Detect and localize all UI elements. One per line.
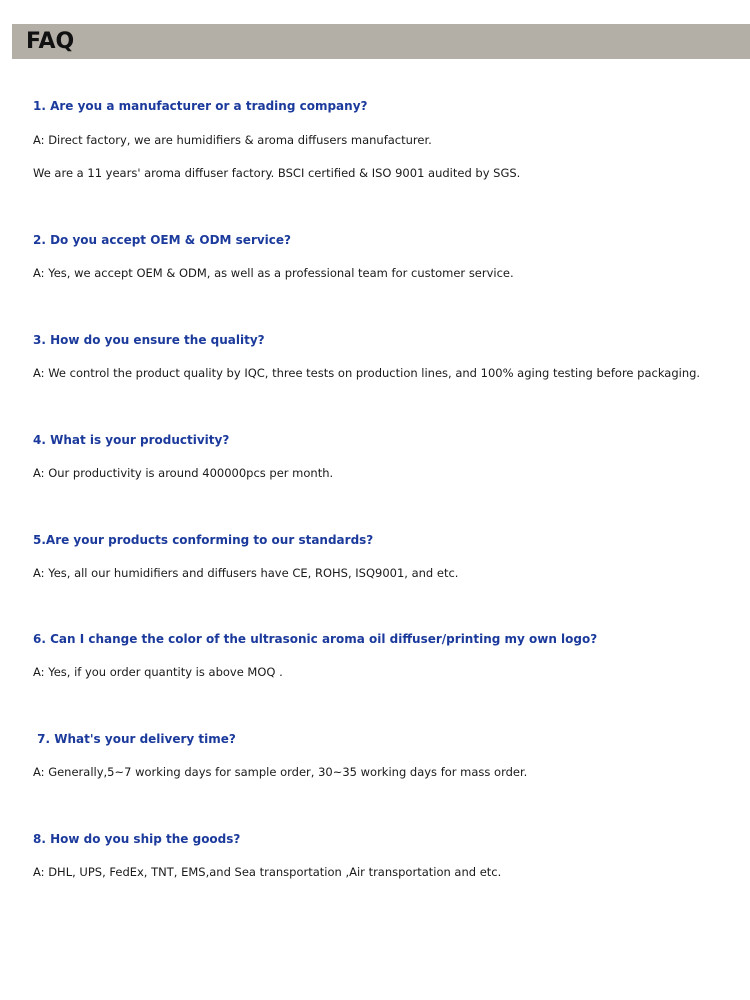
faq-question-6: 6. Can I change the color of the ultrasonic aroma oil diffuser/printing my own logo? — [33, 632, 598, 646]
faq-question-1: 1. Are you a manufacturer or a trading company? — [33, 99, 368, 113]
faq-answer-8: A: DHL, UPS, FedEx, TNT, EMS,and Sea transportation ,Air transportation and etc. — [33, 865, 502, 879]
faq-question-4: 4. What is your productivity? — [33, 433, 230, 447]
faq-question-3: 3. How do you ensure the quality? — [33, 333, 265, 347]
page-title: FAQ — [26, 29, 75, 54]
faq-question-8: 8. How do you ship the goods? — [33, 832, 241, 846]
faq-answer-6: A: Yes, if you order quantity is above MOQ . — [33, 665, 283, 679]
faq-answer-3: A: We control the product quality by IQC, three tests on production lines, and 100% aging testing before packaging. — [33, 366, 701, 380]
faq-question-7: 7. What's your delivery time? — [33, 732, 236, 746]
faq-answer-2: A: Yes, we accept OEM & ODM, as well as a professional team for customer service. — [33, 266, 514, 280]
faq-answer-5: A: Yes, all our humidifiers and diffusers have CE, ROHS, ISQ9001, and etc. — [33, 566, 459, 580]
faq-question-5: 5.Are your products conforming to our standards? — [33, 533, 374, 547]
faq-answer-1: A: Direct factory, we are humidifiers & aroma diffusers manufacturer. — [33, 133, 432, 147]
faq-answer-1-extra: We are a 11 years' aroma diffuser factory. BSCI certified & ISO 9001 audited by SGS. — [33, 166, 521, 180]
faq-answer-7: A: Generally,5~7 working days for sample order, 30~35 working days for mass order. — [33, 765, 528, 779]
faq-question-2: 2. Do you accept OEM & ODM service? — [33, 233, 292, 247]
faq-answer-4: A: Our productivity is around 400000pcs per month. — [33, 466, 334, 480]
